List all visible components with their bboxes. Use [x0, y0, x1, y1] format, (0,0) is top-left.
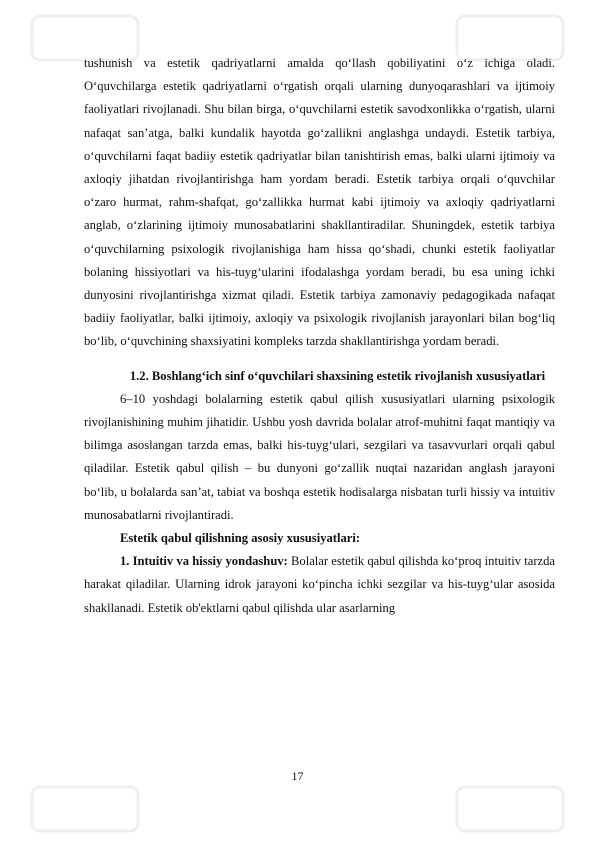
list-item	[84, 550, 555, 620]
watermark-icon	[455, 785, 565, 833]
page-number: 17	[291, 769, 304, 783]
list-item-text: Bolalar estetik qabul qilishda ko‘proq intuitiv tarzda harakat qiladilar. Ularning idrok jarayoni ko‘pincha ichki sezgilar va his-tuyg‘ular asosida shakllanadi. Estetik ob'ektlarni qabul qilishda ular asarlarning	[84, 554, 555, 615]
body-paragraph: tushunish va estetik qadriyatlarni amalda qo‘llash qobiliyatini o‘z ichiga oladi. O‘quvchilarga estetik qadriyatlarni o‘rgatish orqali ularning dunyoqarashlari va ijtimoiy faoliyatlari rivojlanadi. Shu bilan birga, o‘quvchilarni estetik savodxonlikka o‘rgatish, ularni nafaqat san’atga, balki kundalik hayotda go‘zallikni anglashga undaydi. Estetik tarbiya, o‘quvchilarni faqat badiiy estetik qadriyatlar bilan tanishtirish emas, balki ularni ijtimoiy va axloqiy jihatdan rivojlantirishga ham yordam beradi. Estetik tarbiya orqali o‘quvchilar o‘zaro hurmat, rahm-shafqat, go‘zallikka hurmat kabi ijtimoiy va axloqiy qadriyatlarni anglab, o‘zlarining ijtimoiy munosabatlarini shakllantiradilar. Shuningdek, estetik tarbiya o‘quvchilarning psixologik rivojlanishiga ham hissa qo‘shadi, chunki estetik faoliyatlar bolaning hissiyotlari va his-tuyg‘ularini ifodalashga yordam beradi, bu esa uning ichki dunyosini rivojlantirishga xizmat qiladi. Estetik tarbiya zamonaviy pedagogikada nafaqat badiiy faoliyatlar, balki ijtimoiy, axloqiy va psixologik rivojlanish jarayonlari bilan bog‘liq bo‘lib, o‘quvchining shaxsiyatini kompleks tarzda shakllantirishga yordam beradi.	[84, 56, 555, 349]
list-item-lead: 1. Intuitiv va hissiy yondashuv:	[120, 554, 288, 569]
watermark-icon	[30, 785, 140, 833]
document-body	[84, 52, 555, 620]
body-paragraph: 6–10 yoshdagi bolalarning estetik qabul qilish xususiyatlari ularning psixologik rivojlanishining muhim jihatidir. Ushbu yosh davrida bolalar atrof-muhitni faqat mantiqiy va bilimga asoslangan tarzda emas, balki his-tuyg‘ulari, sezgilari va tasavvurlari orqali qabul qiladilar. Estetik qabul qilish – bu dunyoni go‘zallik nuqtai nazaridan anglash jarayoni bo‘lib, u bolalarda san’at, tabiat va boshqa estetik hodisalarga nisbatan turli hissiy va intuitiv munosabatlarni rivojlantiradi.	[84, 391, 555, 522]
subheading: Estetik qabul qilishning asosiy xususiyatlari:	[120, 531, 361, 546]
section-heading: 1.2. Boshlang‘ich sinf o‘quvchilari shaxsining estetik rivojlanish xususiyatlari	[129, 368, 546, 383]
